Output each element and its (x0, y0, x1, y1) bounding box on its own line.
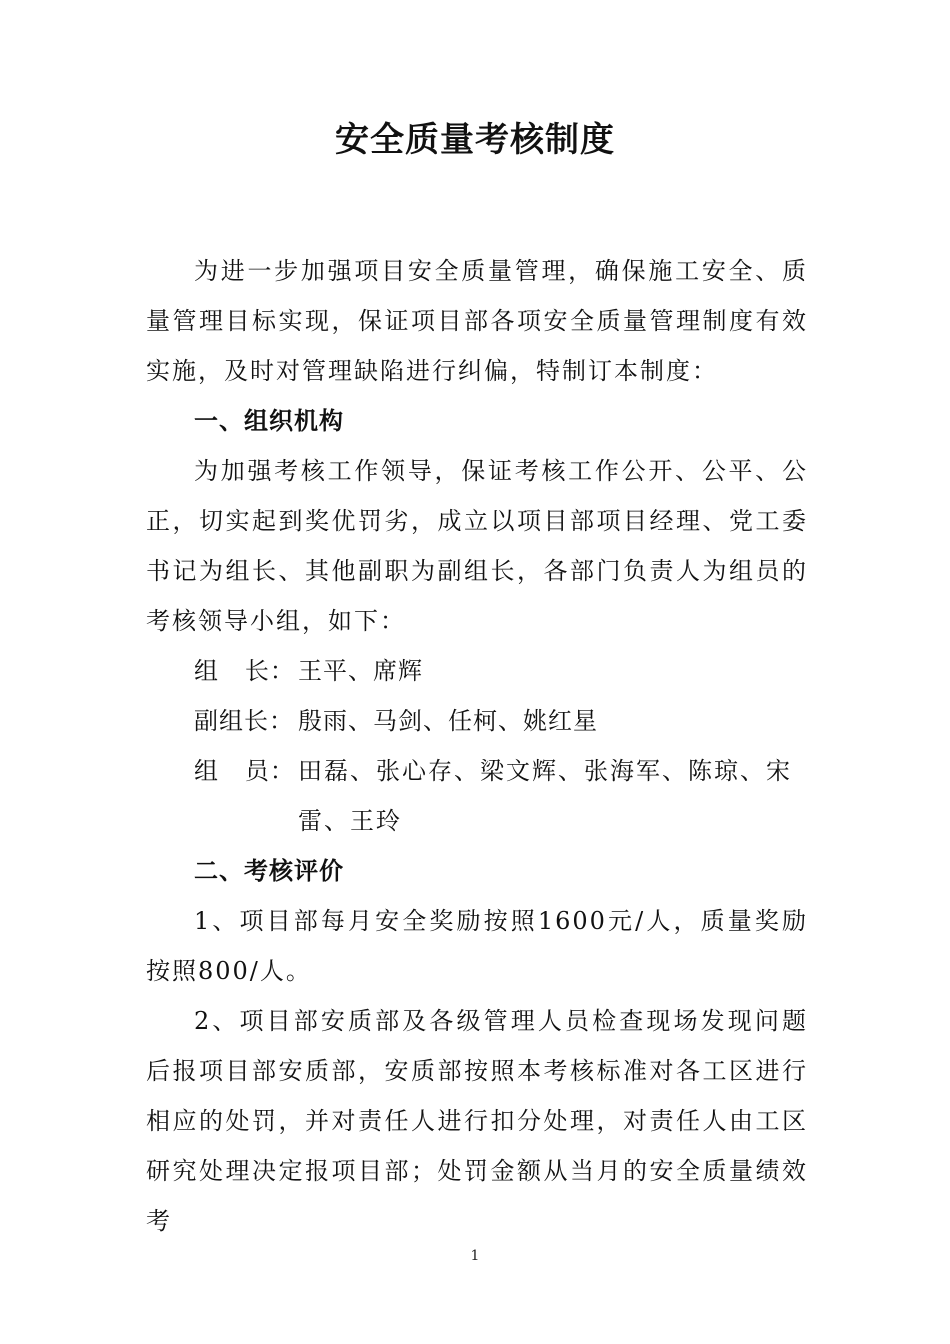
document-body (146, 246, 808, 1246)
member-line-members (146, 746, 808, 846)
member-names: 殷雨、马剑、任柯、姚红星 (298, 707, 598, 735)
member-names: 田磊、张心存、梁文辉、张海军、陈琼、宋雷、王玲 (298, 757, 792, 835)
intro-paragraph: 为进一步加强项目安全质量管理，确保施工安全、质量管理目标实现，保证项目部各项安全质量管理制度有效实施，及时对管理缺陷进行纠偏，特制订本制度： (146, 257, 808, 385)
section-2-item-2: 2、项目部安质部及各级管理人员检查现场发现问题后报项目部安质部，安质部按照本考核标准对各工区进行相应的处罚，并对责任人进行扣分处理，对责任人由工区研究处理决定报项目部；处罚金额从当月的安全质量绩效考 (146, 1007, 808, 1235)
member-label: 组 长： (194, 657, 295, 685)
page-number: 1 (470, 1248, 480, 1264)
member-names: 王平、席辉 (298, 657, 423, 685)
member-line-leader (146, 646, 808, 696)
member-label: 组 员： (194, 757, 295, 785)
section-1-heading: 一、组织机构 (194, 406, 344, 435)
section-1-paragraph: 为加强考核工作领导，保证考核工作公开、公平、公正，切实起到奖优罚劣，成立以项目部项目经理、党工委书记为组长、其他副职为副组长，各部门负责人为组员的考核领导小组，如下： (146, 457, 808, 635)
section-2-item-1: 1、项目部每月安全奖励按照1600元/人，质量奖励按照800/人。 (146, 907, 808, 985)
member-line-deputy (146, 696, 808, 746)
document-title: 安全质量考核制度 (335, 120, 615, 160)
section-2-heading: 二、考核评价 (194, 856, 344, 885)
member-label: 副组长： (194, 707, 294, 735)
